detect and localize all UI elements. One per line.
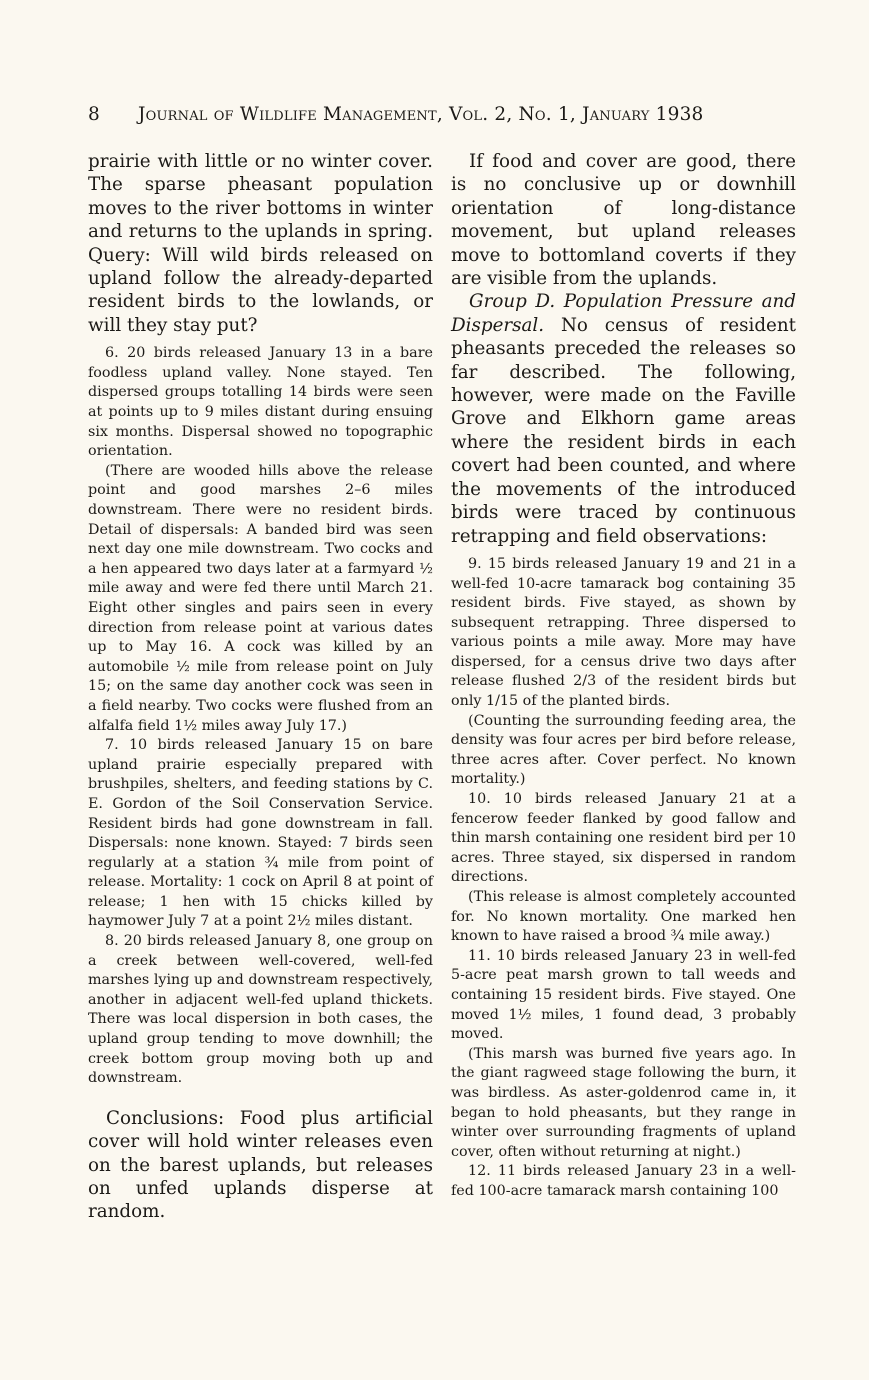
group-d-heading: Group D. Population Pressure and Dispersal. — [451, 291, 796, 336]
release-12-paragraph: 12. 11 birds released January 23 in a well-fed 100-acre tamarack marsh containing 100 — [451, 1163, 796, 1199]
left-column — [88, 150, 433, 1224]
group-d-text: No census of resident pheasants preceded the releases so far described. The following, however, were made on the Faville Grove and Elkhorn game areas where the resident birds in each covert had been counted, and where the movements of the introduced birds were traced by continuous retrapping and field observations: — [451, 314, 797, 547]
release-8-paragraph: 8. 20 birds released January 8, one group on a creek between well-covered, well-fed marshes lying up and downstream respectively, another in adjacent well-fed upland thickets. There was local dispersion in both cases, the upland group tending to move downhill; the creek bottom group moving both up and downstream. — [88, 933, 433, 1087]
conclusions-paragraph: Conclusions: Food plus artificial cover will hold winter releases even on the barest uplands, but releases on unfed uplands disperse at random. — [88, 1107, 433, 1223]
release-7-paragraph: 7. 10 birds released January 15 on bare upland prairie especially prepared with brushpiles, shelters, and feeding stations by C. E. Gordon of the Soil Conservation Service. Resident birds had gone downstream in fall. Dispersals: none known. Stayed: 7 birds seen regularly at a station ¾ mile from point of release. Mortality: 1 cock on April 8 at point of release; 1 hen with 15 chicks killed by haymower July 7 at a point 2½ miles distant. — [88, 737, 433, 930]
page-number: 8 — [88, 104, 100, 125]
release-9-note: (Counting the surrounding feeding area, the density was four acres per bird before release, three acres after. Cover perfect. No known mortality.) — [451, 712, 796, 788]
release-10-note: (This release is almost completely accounted for. No known mortality. One marked hen known to have raised a brood ¾ mile away.) — [451, 889, 796, 945]
release-6-note: (There are wooded hills above the release point and good marshes 2–6 miles downstream. There were no resident birds. Detail of dispersals: A banded bird was seen next day one mile downstream. Two cocks and a hen appeared two days later at a farmyard ½ mile away and were fed there until March 21. Eight other singles and pairs seen in every direction from release point at various dates up to May 16. A cock was killed by an automobile ½ mile from release point on July 15; on the same day another cock was seen in a field nearby. Two cocks were flushed from an alfalfa field 1½ miles away July 17.) — [88, 462, 433, 734]
right-column — [451, 150, 796, 1202]
release-11-paragraph: 11. 10 birds released January 23 in well-fed 5-acre peat marsh grown to tall weeds and containing 15 resident birds. Five stayed. One moved 1½ miles, 1 found dead, 3 probably moved. — [451, 947, 796, 1043]
release-9-paragraph: 9. 15 birds released January 19 and 21 in a well-fed 10-acre tamarack bog containing 35 resident birds. Five stayed, as shown by subsequent retrapping. Three dispersed to various points a mile away. More may have dispersed, for a census drive two days after release flushed 2/3 of the resident birds but only 1/15 of the planted birds. — [451, 555, 796, 710]
release-10-paragraph: 10. 10 birds released January 21 at a fencerow feeder flanked by good fallow and thin marsh containing one resident bird per 10 acres. Three stayed, six dispersed in random directions. — [451, 791, 796, 886]
running-header — [88, 104, 744, 125]
release-6-paragraph: 6. 20 birds released January 13 in a bare foodless upland valley. None stayed. Ten dispersed groups totalling 14 birds were seen at points up to 9 miles distant during ensuing six months. Dispersal showed no topographic orientation. — [88, 345, 433, 460]
group-d-paragraph — [451, 290, 796, 547]
release-11-note: (This marsh was burned five years ago. In the giant ragweed stage following the burn, it was birdless. As aster-goldenrod came in, it began to hold pheasants, but they range in winter over surrounding fragments of upland cover, often without returning at night.) — [451, 1045, 796, 1160]
left-intro-paragraph: prairie with little or no winter cover. The sparse pheasant population moves to the river bottoms in winter and returns to the uplands in spring. Query: Will wild birds released on upland follow the already-departed resident birds to the lowlands, or will they stay put? — [88, 151, 433, 336]
right-intro-paragraph: If food and cover are good, there is no conclusive up or downhill orientation of long-distance movement, but upland releases move to bottomland coverts if they are visible from the uplands. — [451, 151, 796, 290]
journal-title: Journal of Wildlife Management, Vol. 2, No. 1, January 1938 — [138, 104, 704, 125]
